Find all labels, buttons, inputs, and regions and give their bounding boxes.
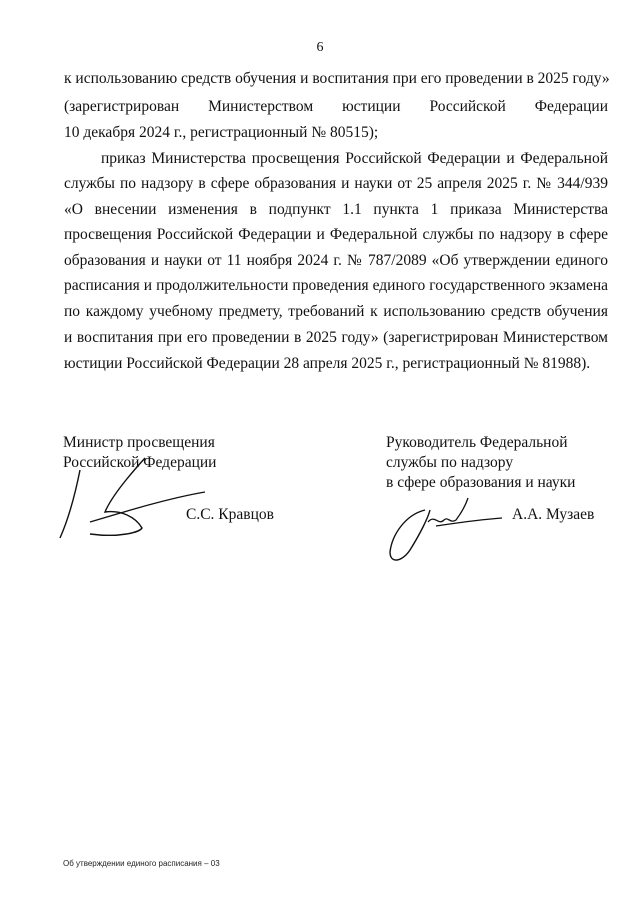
body-line: расписания и продолжительности проведения единого государственного экзамена [64,277,608,294]
footer-note: Об утверждении единого расписания – 03 [63,859,220,868]
body-line: «О внесении изменения в подпункт 1.1 пункта 1 приказа Министерства [64,201,608,218]
signatory-title-line: Российской Федерации [63,454,217,471]
page-number: 6 [316,40,324,55]
body-line: к использованию средств обучения и воспитания при его проведении в 2025 году» [64,70,610,87]
body-line: службы по надзору в сфере образования и науки от 25 апреля 2025 г. № 344/939 [64,175,608,192]
body-line: по каждому учебному предмету, требований к использованию средств обучения [64,303,608,320]
signatory-title-line: Руководитель Федеральной [386,434,568,451]
signatory-name: С.С. Кравцов [186,506,274,523]
body-line: приказ Министерства просвещения Российской Федерации и Федеральной [101,150,608,167]
body-line: и воспитания при его проведении в 2025 году» (зарегистрирован Министерством [64,329,608,346]
body-line: юстиции Российской Федерации 28 апреля 2025 г., регистрационный № 81988). [64,355,591,372]
signatory-title-line: Министр просвещения [63,434,215,451]
signatory-name: А.А. Музаев [512,506,595,523]
handwritten-signature-muzaev [380,490,510,570]
body-line: просвещения Российской Федерации и Федеральной службы по надзору в сфере [64,226,608,243]
body-line: (зарегистрирован Министерством юстиции Российской Федерации [64,98,608,115]
signatory-title-line: службы по надзору [386,454,514,471]
body-line: 10 декабря 2024 г., регистрационный № 80515); [64,124,379,141]
signatory-title-line: в сфере образования и науки [386,474,576,491]
handwritten-signature-kravtsov [50,450,220,550]
body-line: образования и науки от 11 ноября 2024 г. № 787/2089 «Об утверждении единого [64,252,608,269]
